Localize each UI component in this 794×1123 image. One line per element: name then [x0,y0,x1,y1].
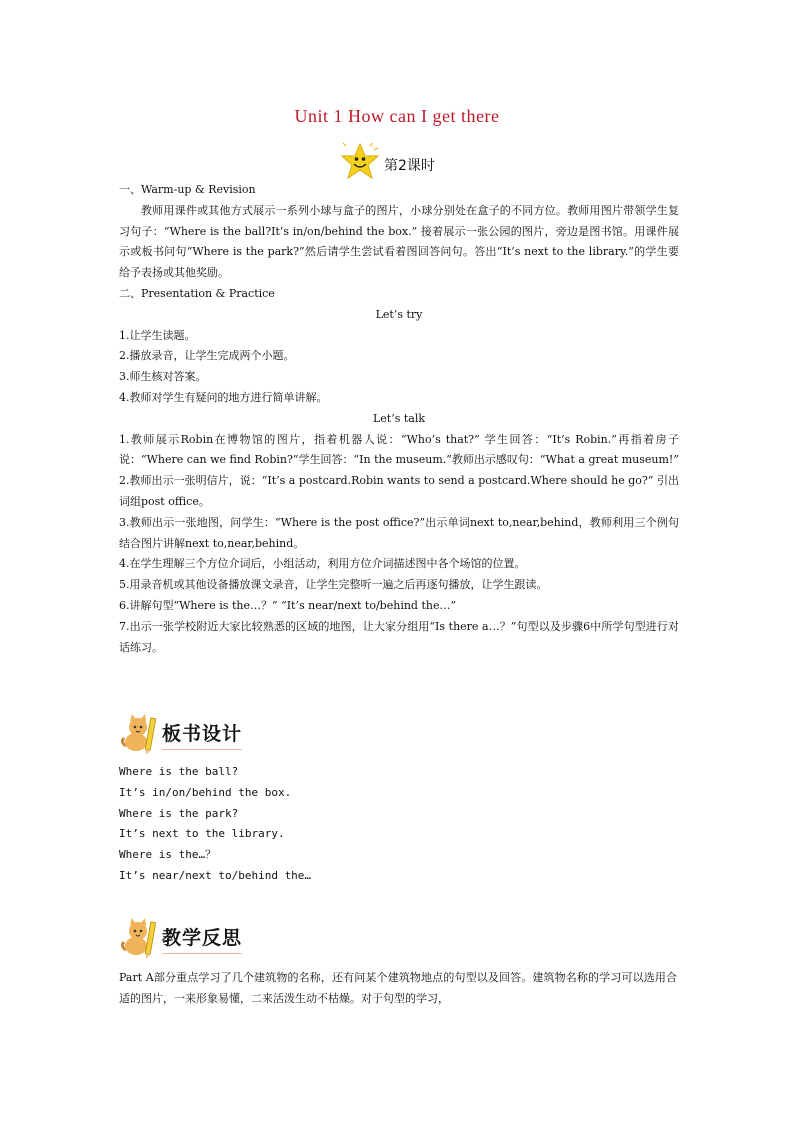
talk-step: 6.讲解句型“Where is the…？” “It’s near/next to/behind the…” [119,598,457,612]
try-step: 4.教师对学生有疑问的地方进行简单讲解。 [119,390,328,404]
board-line: It’s next to the library. [119,827,285,841]
board-line: Where is the ball? [119,765,239,778]
reflection-heading-text: 教学反思 [162,923,242,954]
board-heading-text: 板书设计 [162,719,242,750]
reflection-text: Part A部分重点学习了几个建筑物的名称，还有问某个建筑物地点的句型以及回答。建筑物名称的学习可以选用合适的图片，一来形象易懂，二来活泼生动不枯燥。对于句型的学习， [119,971,677,1005]
board-lines [119,762,311,887]
talk-step: 5.用录音机或其他设备播放课文录音，让学生完整听一遍之后再逐句播放，让学生跟读。 [119,578,548,592]
try-step: 3.师生核对答案。 [119,370,207,384]
presentation-heading: 二、Presentation & Practice [119,286,275,300]
lets-try-heading: Let’s try [375,307,423,321]
try-step: 1.让学生读题。 [119,328,196,342]
lets-talk-heading: Let’s talk [372,411,426,425]
board-line: It’s near/next to/behind the… [119,868,312,882]
talk-step: 7.出示一张学校附近大家比较熟悉的区域的地图，让大家分组用“Is there a…？”句型以及步骤6中所学句型进行对话练习。 [119,619,679,654]
smiling-star-icon [340,142,382,182]
document-title: Unit 1 How can I get there [294,106,500,126]
lesson-subtitle [340,142,435,182]
try-step: 2.播放录音，让学生完成两个小题。 [119,349,295,363]
reflection-heading [118,916,242,960]
board-design-heading [118,712,242,756]
lesson-body [119,180,679,658]
warmup-text: 教师用课件或其他方式展示一系列小球与盒子的图片，小球分别处在盒子的不同方位。教师用图片带领学生复习句子：“Where is the ball?It’s in/on/behind the box.” 接着展示一张公园的图片，旁边是图书馆。用课件展示或板书问句“Where is the park?”然后请学生尝试看着图回答问句。答出“It’s next to the library.”的学生要给予表扬或其他奖励。 [119,203,679,280]
talk-step: 2.教师出示一张明信片，说：“It’s a postcard.Robin wants to send a postcard.Where should he go?” 引出词组post office。 [119,474,679,508]
board-line: Where is the…？ [119,848,217,862]
lesson-label: 第2课时 [384,158,435,174]
talk-step: 4.在学生理解三个方位介词后，小组活动，利用方位介词描述图中各个场馆的位置。 [119,557,526,571]
cat-pencil-icon [118,712,162,756]
warmup-heading: 一、Warm-up & Revision [119,183,256,196]
talk-step: 1.教师展示Robin在博物馆的图片，指着机器人说：“Who’s that?” 学生回答：“It’s Robin.”再指着房子说：“Where can we find Robin?”学生回答：“In the museum.”教师出示感叹句：“What a great museum!” [119,432,679,467]
board-line: It’s in/on/behind the box. [119,785,292,799]
board-line: Where is the park? [119,806,239,820]
talk-step: 3.教师出示一张地图，问学生：“Where is the post office?”出示单词next to,near,behind，教师利用三个例句结合图片讲解next to,near,behind。 [119,515,679,550]
cat-pencil-icon [118,916,162,960]
